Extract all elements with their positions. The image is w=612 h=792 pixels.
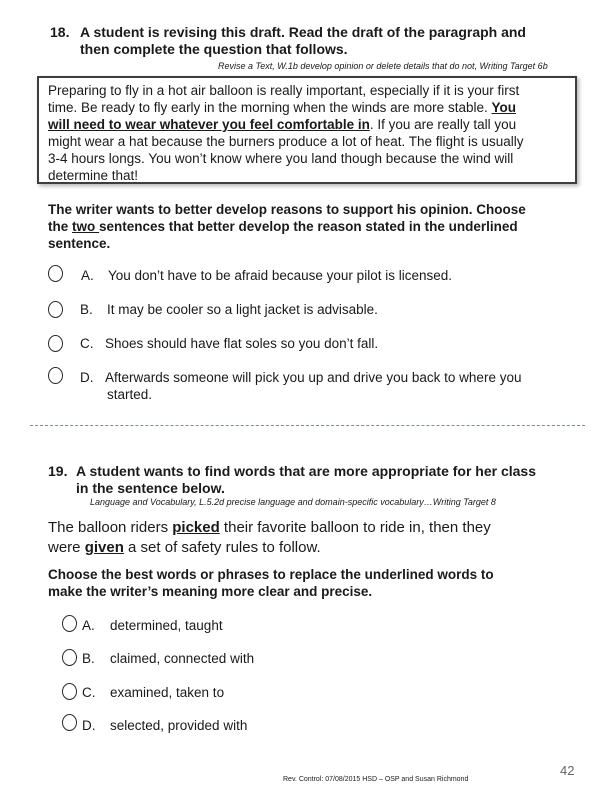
sentence-text: a set of safety rules to follow. (123, 539, 321, 556)
passage-text: . If you are really tall you (369, 117, 517, 132)
choice-text: Afterwards someone will pick you up and drive you back to where you (105, 370, 522, 385)
sentence-line (48, 518, 588, 538)
passage-text: time. Be ready to fly early in the morning when the winds are more stable. (48, 100, 492, 115)
q18-target: Revise a Text, W.1b develop opinion or delete details that do not, Writing Target 6b (218, 61, 548, 71)
choice-letter: B. (80, 302, 93, 317)
passage-line: determine that! (48, 168, 139, 183)
choice-radio-d[interactable] (48, 367, 63, 384)
choice-radio-c[interactable] (48, 335, 63, 352)
q18-prompt (48, 201, 588, 252)
page-number: 42 (560, 763, 575, 778)
q18-title-line1: A student is revising this draft. Read the draft of the paragraph and (80, 24, 526, 40)
underlined-word-picked: picked (172, 519, 220, 536)
choice-text: examined, taken to (110, 685, 225, 700)
passage-line: might wear a hat because the burners produce a lot of heat. The flight is usually (48, 134, 524, 149)
choice-text-cont: started. (107, 387, 153, 402)
q19-target: Language and Vocabulary, L.5.2d precise language and domain-specific vocabulary…Writing Target 8 (90, 497, 496, 507)
passage-line: Preparing to fly in a hot air balloon is really important, especially if it is your first (48, 83, 520, 98)
sentence-text: their favorite balloon to ride in, then they (219, 519, 491, 536)
underlined-two: two (72, 219, 100, 234)
prompt-line: make the writer’s meaning more clear and precise. (48, 584, 373, 599)
choice-radio-a[interactable] (62, 615, 77, 632)
choice-letter: B. (82, 651, 95, 666)
prompt-text: the (48, 219, 73, 234)
q19-title-line2: in the sentence below. (76, 480, 225, 496)
passage-line: 3-4 hours longs. You won’t know where you land though because the wind will (48, 151, 514, 166)
choice-text: claimed, connected with (110, 651, 255, 666)
choice-letter: D. (80, 370, 94, 385)
choice-letter: C. (80, 336, 94, 351)
choice-radio-b[interactable] (48, 301, 63, 318)
prompt-line: sentence. (48, 236, 111, 251)
choice-letter: D. (82, 718, 96, 733)
sentence-text: The balloon riders (48, 519, 173, 536)
q19-prompt (48, 566, 588, 600)
prompt-text: sentences that better develop the reason stated in the underlined (99, 219, 518, 234)
choice-radio-d[interactable] (62, 714, 77, 731)
q19-title-line1: A student wants to find words that are more appropriate for her class (76, 463, 537, 479)
choice-letter: A. (82, 618, 95, 633)
sentence-text: were (48, 539, 85, 556)
q18-header (50, 24, 590, 60)
underlined-sentence: will need to wear whatever you feel comfortable in (48, 117, 370, 132)
section-divider (30, 425, 585, 426)
choice-radio-a[interactable] (48, 265, 63, 282)
choice-text: selected, provided with (110, 718, 248, 733)
choice-text: You don’t have to be afraid because your pilot is licensed. (108, 268, 452, 283)
choice-text: determined, taught (110, 618, 223, 633)
choice-letter: A. (81, 268, 94, 283)
choice-text: Shoes should have flat soles so you don’t fall. (105, 336, 379, 351)
prompt-line: The writer wants to better develop reasons to support his opinion. Choose (48, 202, 526, 217)
choice-letter: C. (82, 685, 96, 700)
choice-radio-c[interactable] (62, 683, 77, 700)
prompt-line (48, 218, 588, 235)
q18-number: 18. (50, 24, 70, 40)
passage-line (48, 116, 568, 133)
choice-radio-b[interactable] (62, 649, 77, 666)
footer-revision: Rev. Control: 07/08/2015 HSD – OSP and Susan Richmond (283, 776, 469, 783)
prompt-line: Choose the best words or phrases to replace the underlined words to (48, 567, 494, 582)
q19-number: 19. (48, 463, 68, 479)
underlined-word-given: given (84, 539, 124, 556)
q19-header (48, 463, 588, 499)
passage-line (48, 99, 568, 116)
draft-paragraph (48, 82, 568, 184)
choice-text: It may be cooler so a light jacket is advisable. (107, 302, 378, 317)
underlined-sentence: You (491, 100, 516, 115)
q18-title-line2: then complete the question that follows. (80, 41, 348, 57)
q19-sentence (48, 518, 588, 558)
sentence-line (48, 538, 588, 558)
